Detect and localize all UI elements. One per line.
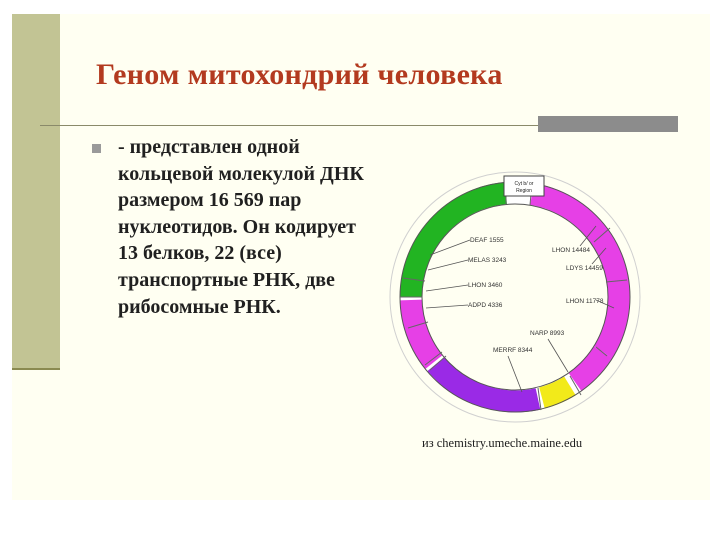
ring-segment-magenta bbox=[532, 194, 619, 352]
left-accent-rule bbox=[12, 368, 60, 370]
label-lhon-14484: LHON 14484 bbox=[552, 247, 590, 254]
ring-segment-magenta-lower bbox=[575, 352, 603, 382]
label-merrf: MERRF 8344 bbox=[493, 347, 533, 354]
label-lhon-3460: LHON 3460 bbox=[468, 282, 503, 289]
slide-title: Геном митохондрий человека bbox=[96, 58, 503, 91]
left-accent-bar bbox=[12, 14, 60, 368]
label-lhon-11778: LHON 11778 bbox=[566, 298, 604, 305]
label-ldys: LDYS 14459 bbox=[566, 265, 603, 272]
outer-guide-circle bbox=[390, 172, 640, 422]
control-region-label-2: Region bbox=[516, 188, 532, 194]
bullet-text: - представлен одной кольцевой молекулой ДНК размером 16 569 пар нуклеотидов. Он кодирует 13 белков, 22 (все) транспортные РНК, две рибосомные РНК. bbox=[118, 136, 364, 318]
ring-segment-purple bbox=[436, 364, 538, 401]
label-melas: MELAS 3243 bbox=[468, 257, 507, 264]
ring-inner-edge bbox=[422, 204, 608, 390]
ring-segment-yellow bbox=[542, 386, 570, 398]
title-divider-block bbox=[538, 116, 678, 132]
mtdna-diagram-svg bbox=[370, 160, 660, 430]
control-region-label-1: Cyt b/ or bbox=[514, 181, 534, 187]
disease-labels bbox=[468, 237, 604, 354]
title-divider bbox=[40, 125, 540, 126]
mtdna-diagram bbox=[370, 160, 660, 430]
label-narp: NARP 8993 bbox=[530, 330, 565, 337]
source-credit: из chemistry.umeche.maine.edu bbox=[422, 436, 583, 450]
label-adpd: ADPD 4336 bbox=[468, 302, 503, 309]
label-deaf: DEAF 1555 bbox=[470, 237, 504, 244]
bullet-square-icon bbox=[92, 144, 101, 153]
